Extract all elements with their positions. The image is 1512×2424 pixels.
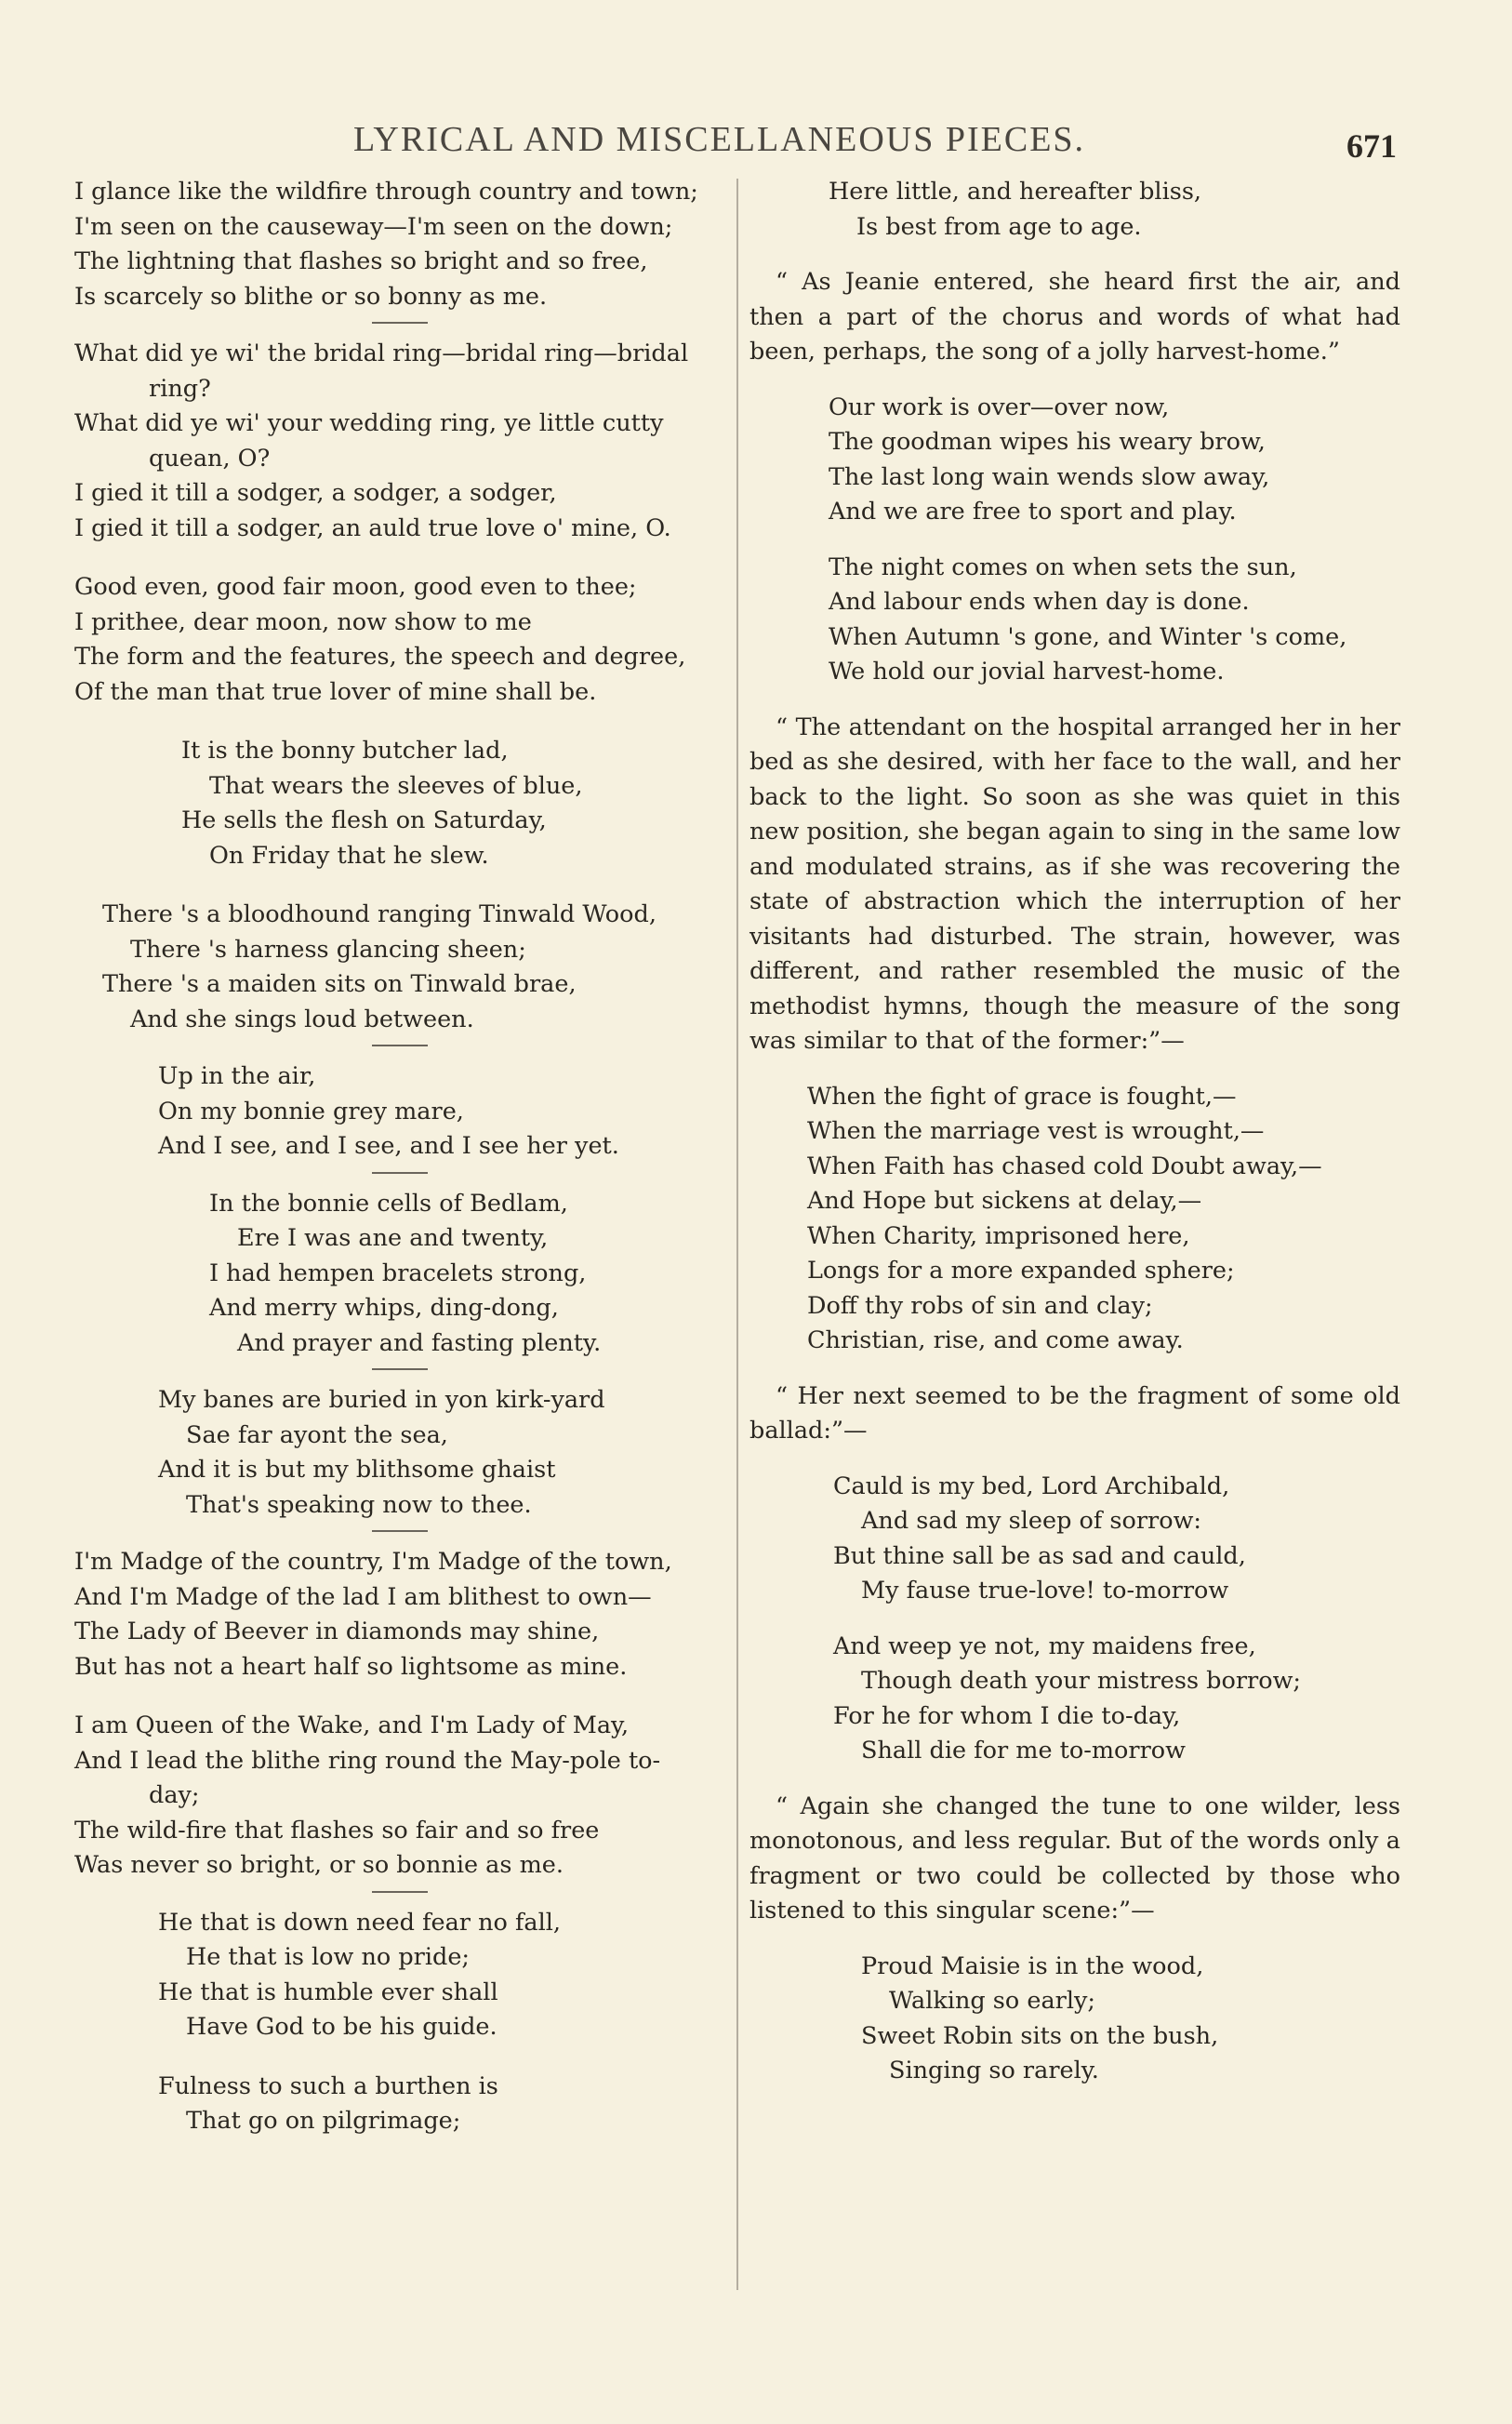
verse-line: Shall die for me to-morrow [861, 1737, 1186, 1765]
stanza-gap [749, 1609, 1400, 1630]
verse-line: My fause true-love! to-morrow [861, 1577, 1229, 1605]
verse-line: I gied it till a sodger, an auld true love o' mine, O. [74, 513, 671, 542]
stanza-our-work [749, 391, 1400, 530]
verse-line: We hold our jovial harvest-home. [829, 658, 1225, 686]
stanza-butcher-lad [74, 734, 725, 873]
verse-line: Up in the air, [158, 1062, 316, 1090]
stanza-gap [749, 245, 1400, 265]
verse-line: And labour ends when day is done. [829, 588, 1250, 616]
stanza-gap [749, 1359, 1400, 1379]
verse-line: Proud Maisie is in the wood, [861, 1951, 1204, 1980]
prose-paragraph: “ Again she changed the tune to one wilder, less monotonous, and less regular. But of the words only a fragment or two could be collected by those who listened to this singular scene:”— [749, 1791, 1400, 1925]
section-rule [372, 1045, 428, 1046]
stanza-night-comes [749, 551, 1400, 690]
verse-line: Fulness to such a burthen is [158, 2071, 498, 2100]
verse-line: The wild-fire that flashes so fair and so free [74, 1816, 600, 1845]
stanza-here-little [749, 175, 1400, 245]
verse-line: On my bonnie grey mare, [158, 1097, 464, 1125]
verse-line: In the bonnie cells of Bedlam, [209, 1189, 568, 1218]
stanza-fight-of-grace [749, 1080, 1400, 1359]
verse-line: I glance like the wildfire through country and town; [74, 178, 698, 206]
stanza-up-in-the-air [74, 1059, 725, 1165]
page-header [0, 119, 1512, 166]
prose-paragraph: “ The attendant on the hospital arranged her in her bed as she desired, with her face to the wall, and her back to the light. So soon as she was quiet in this new position, she began again to sing in the same low and modulated strains, as if she was recovering the state of abstraction which the interruption of her visitants had disturbed. The strain, however, was different, and rather resembled the music of the methodist hymns, though the measure of the song was similar to that of the former:”— [749, 713, 1400, 1055]
verse-line: When Faith has chased cold Doubt away,— [807, 1152, 1322, 1180]
stanza-good-even [74, 570, 725, 710]
stanza-gap [749, 1769, 1400, 1790]
verse-line: Was never so bright, or so bonnie as me. [74, 1851, 564, 1879]
verse-line: He sells the flesh on Saturday, [181, 806, 547, 834]
verse-line: And she sings loud between. [130, 1005, 474, 1033]
right-column [749, 175, 1400, 2089]
verse-line: For he for whom I die to-day, [833, 1701, 1181, 1730]
verse-line: It is the bonny butcher lad, [181, 737, 509, 765]
verse-line: Sae far ayont the sea, [186, 1420, 448, 1449]
verse-line: And I'm Madge of the lad I am blithest to own— [74, 1582, 652, 1611]
verse-line: The Lady of Beever in diamonds may shine, [74, 1618, 600, 1645]
verse-line: I had hempen bracelets strong, [209, 1259, 587, 1287]
verse-line: ring? [149, 374, 211, 403]
verse-line: Though death your mistress borrow; [861, 1667, 1301, 1695]
page-number: 671 [1346, 127, 1397, 165]
stanza-bedlam [74, 1187, 725, 1362]
verse-line: And it is but my blithsome ghaist [158, 1456, 556, 1484]
verse-line: Longs for a more expanded sphere; [807, 1257, 1235, 1285]
stanza-he-that-is-down [74, 1906, 725, 2045]
verse-line: What did ye wi' your wedding ring, ye little cutty [74, 409, 664, 437]
verse-line: When Autumn 's gone, and Winter 's come, [829, 622, 1347, 651]
stanza-kirk-yard [74, 1383, 725, 1523]
verse-line: The goodman wipes his weary brow, [829, 428, 1266, 456]
stanza-gap [749, 1929, 1400, 1950]
verse-line: That wears the sleeves of blue, [209, 771, 583, 800]
prose-paragraph: “ As Jeanie entered, she heard first the air, and then a part of the chorus and words of what had been, perhaps, the song of a jolly harvest-home.” [749, 268, 1400, 366]
verse-line: Sweet Robin sits on the bush, [861, 2021, 1219, 2050]
verse-line: And prayer and fasting plenty. [237, 1328, 602, 1357]
verse-line: He that is humble ever shall [158, 1978, 498, 2006]
verse-line: And weep ye not, my maidens free, [833, 1632, 1256, 1660]
verse-line: When Charity, imprisoned here, [807, 1221, 1190, 1250]
verse-line: Cauld is my bed, Lord Archibald, [833, 1472, 1230, 1500]
stanza-gap [74, 546, 725, 570]
verse-line: I prithee, dear moon, now show to me [74, 607, 532, 636]
verse-line: And sad my sleep of sorrow: [861, 1507, 1202, 1535]
verse-line: And I lead the blithe ring round the May-pole to- [74, 1746, 661, 1775]
stanza-bridal-ring [74, 337, 725, 546]
verse-line: day; [149, 1781, 200, 1809]
stanza-gap [74, 873, 725, 898]
verse-line: But thine sall be as sad and cauld, [833, 1541, 1246, 1570]
stanza-gap [749, 370, 1400, 391]
verse-line: When the fight of grace is fought,— [807, 1082, 1237, 1111]
verse-line: Ere I was ane and twenty, [237, 1224, 549, 1252]
verse-line: Good even, good fair moon, good even to thee; [74, 573, 637, 601]
verse-line: Doff thy robs of sin and clay; [807, 1291, 1153, 1320]
verse-line: Walking so early; [889, 1987, 1095, 2015]
verse-line: Our work is over—over now, [829, 393, 1170, 421]
stanza-cauld-is-my-bed [749, 1470, 1400, 1609]
section-rule [372, 1172, 428, 1174]
verse-line: When the marriage vest is wrought,— [807, 1117, 1265, 1145]
stanza-gap [74, 2045, 725, 2070]
verse-line: Is best from age to age. [856, 212, 1142, 241]
verse-line: Is scarcely so blithe or so bonny as me. [74, 282, 548, 311]
verse-line: There 's a bloodhound ranging Tinwald Wood, [102, 900, 657, 928]
verse-line: Singing so rarely. [889, 2057, 1099, 2084]
verse-line: And we are free to sport and play. [829, 498, 1237, 526]
stanza-gap [749, 1449, 1400, 1470]
section-rule [372, 1368, 428, 1370]
stanza-proud-maisie [749, 1950, 1400, 2089]
left-column [74, 175, 725, 2139]
verse-line: He that is down need fear no fall, [158, 1908, 562, 1937]
stanza-gap [74, 710, 725, 734]
verse-line: That's speaking now to thee. [186, 1490, 532, 1519]
column-divider [736, 179, 738, 2290]
verse-line: Of the man that true lover of mine shall be. [74, 677, 597, 706]
verse-line: I'm Madge of the country, I'm Madge of the town, [74, 1548, 672, 1576]
verse-line: There 's harness glancing sheen; [130, 935, 526, 964]
verse-line: quean, O? [149, 444, 271, 473]
prose-paragraph: “ Her next seemed to be the fragment of some old ballad:”— [749, 1381, 1400, 1445]
verse-line: My banes are buried in yon kirk-yard [158, 1386, 605, 1414]
verse-line: What did ye wi' the bridal ring—bridal ring—bridal [74, 340, 689, 367]
verse-line: I gied it till a sodger, a sodger, a sodger, [74, 479, 557, 507]
stanza-bloodhound [74, 898, 725, 1037]
verse-line: That go on pilgrimage; [186, 2107, 461, 2135]
stanza-queen-of-wake [74, 1709, 725, 1884]
verse-line: On Friday that he slew. [209, 841, 489, 870]
verse-line: I am Queen of the Wake, and I'm Lady of May, [74, 1711, 630, 1739]
running-head: LYRICAL AND MISCELLANEOUS PIECES. [353, 120, 1086, 159]
verse-line: I'm seen on the causeway—I'm seen on the down; [74, 212, 673, 241]
stanza-madge [74, 1545, 725, 1685]
verse-line: Here little, and hereafter bliss, [829, 178, 1202, 206]
verse-line: He that is low no pride; [186, 1943, 471, 1971]
verse-line: But has not a heart half so lightsome as mine. [74, 1652, 628, 1681]
stanza-gap [749, 530, 1400, 551]
stanza-gap [74, 1685, 725, 1709]
verse-line: The lightning that flashes so bright and so free, [74, 247, 648, 275]
stanza-gap [749, 690, 1400, 711]
verse-line: Christian, rise, and come away. [807, 1326, 1184, 1354]
verse-line: Have God to be his guide. [186, 2013, 497, 2041]
verse-line: There 's a maiden sits on Tinwald brae, [102, 970, 577, 998]
stanza-fulness [74, 2070, 725, 2139]
stanza-weep-ye-not [749, 1630, 1400, 1769]
verse-line: The night comes on when sets the sun, [829, 553, 1297, 581]
section-rule [372, 1891, 428, 1893]
section-rule [372, 1530, 428, 1532]
verse-line: And merry whips, ding-dong, [209, 1294, 559, 1322]
section-rule [372, 322, 428, 324]
verse-line: And Hope but sickens at delay,— [807, 1187, 1202, 1215]
stanza-gap [749, 1059, 1400, 1080]
verse-line: The form and the features, the speech and degree, [74, 643, 686, 671]
stanza-wildfire [74, 175, 725, 314]
verse-line: And I see, and I see, and I see her yet. [158, 1132, 619, 1160]
verse-line: The last long wain wends slow away, [829, 462, 1270, 491]
